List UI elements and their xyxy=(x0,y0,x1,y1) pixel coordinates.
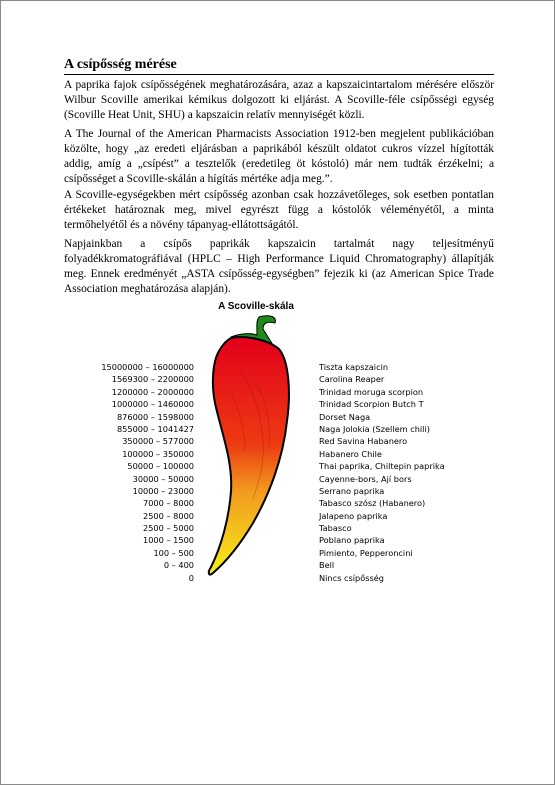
scoville-range: 100 – 500 xyxy=(153,547,194,558)
pepper-name: Thai paprika, Chiltepin paprika xyxy=(319,461,445,472)
scoville-range: 1200000 – 2000000 xyxy=(111,386,194,397)
pepper-name: Red Savina Habanero xyxy=(319,436,408,447)
pepper-name: Bell xyxy=(319,560,335,571)
pepper-name: Habanero Chile xyxy=(319,448,382,459)
pepper-name: Carolina Reaper xyxy=(319,374,385,385)
pepper-name: Cayenne-bors, Ají bors xyxy=(319,473,412,484)
pepper-name: Tabasco xyxy=(319,523,352,534)
scoville-range: 15000000 – 16000000 xyxy=(101,362,194,372)
pepper-name: Tabasco szósz (Habanero) xyxy=(319,498,426,509)
pepper-name: Nincs csípősség xyxy=(319,572,384,583)
pepper-body-icon xyxy=(209,337,289,575)
scoville-range: 10000 – 23000 xyxy=(132,485,194,496)
scoville-range: 2500 – 5000 xyxy=(143,523,194,534)
pepper-name: Pimiento, Pepperoncini xyxy=(319,547,413,558)
chili-pepper-illustration xyxy=(201,311,296,583)
pepper-name: Naga Jolokia (Szellem chili) xyxy=(319,423,430,434)
pepper-name: Tiszta kapszaicin xyxy=(319,362,389,372)
scoville-range: 1569300 – 2200000 xyxy=(111,374,194,385)
scoville-range: 0 – 400 xyxy=(163,560,194,571)
paragraph-4: Napjainkban a csípős paprikák kapszaicin tartalmát nagy teljesítményű folyadékkromatográfiával (HPLC – High Performance Liquid Chromatography) állapítják meg. Ennek eredményét „ASTA csípősség-egységben” fejezik ki (az American Spice Trade Association meghatározása alapján). xyxy=(64,238,494,295)
paragraph-1: A paprika fajok csípősségének meghatározására, azaz a kapszaicintartalom mérésére először Wilbur Scoville amerikai kémikus dolgozott ki eljárást. A Scoville-féle csípősségi egység (Scoville Heat Unit, SHU) a kapszaicin relatív mennyiségét közli. xyxy=(64,79,494,121)
scoville-range: 100000 – 350000 xyxy=(122,448,194,459)
pepper-name: Jalapeno paprika xyxy=(319,510,388,521)
scoville-range: 30000 – 50000 xyxy=(132,473,194,484)
scoville-range-column xyxy=(61,361,194,584)
pepper-name: Poblano paprika xyxy=(319,535,385,546)
scoville-range: 2500 – 8000 xyxy=(143,510,194,521)
scoville-range: 1000 – 1500 xyxy=(143,535,194,546)
pepper-name: Trinidad moruga scorpion xyxy=(319,386,424,397)
scoville-range: 0 xyxy=(188,572,194,583)
scoville-range: 350000 – 577000 xyxy=(122,436,194,447)
pepper-name: Serrano paprika xyxy=(319,485,385,496)
pepper-name: Dorset Naga xyxy=(319,411,371,422)
pepper-name-column xyxy=(319,361,519,584)
scoville-range: 855000 – 1041427 xyxy=(116,423,194,434)
scoville-range: 876000 – 1598000 xyxy=(116,411,194,422)
scoville-scale-title: A Scoville-skála xyxy=(218,301,294,312)
scoville-range: 50000 – 100000 xyxy=(127,461,194,472)
scoville-range: 1000000 – 1460000 xyxy=(111,399,194,410)
paragraph-3: A Scoville-egységekben mért csípősség azonban csak hozzávetőleges, sok esetben pontatlan értékeket határoznak meg, mivel egyrészt függ a kóstolók véleményétől, a minta termőhelyétől és a növény tápanyag-ellátottságától. xyxy=(64,189,494,231)
section-title: A csípősség mérése xyxy=(64,57,494,75)
paragraph-2: A The Journal of the American Pharmacists Association 1912-ben megjelent publikációban közölte, hogy „az eredeti eljárásban a paprikából készült oldatot cukros vízzel hígították addig, amíg a „csípést” a tesztelők (eredetileg öt kóstoló) már nem tudták érzékelni; a csípősséget a Scoville-skálán a hígítás mértéke adja meg.”. xyxy=(64,128,494,185)
scoville-range: 7000 – 8000 xyxy=(143,498,194,509)
pepper-name: Trinidad Scorpion Butch T xyxy=(319,399,424,410)
